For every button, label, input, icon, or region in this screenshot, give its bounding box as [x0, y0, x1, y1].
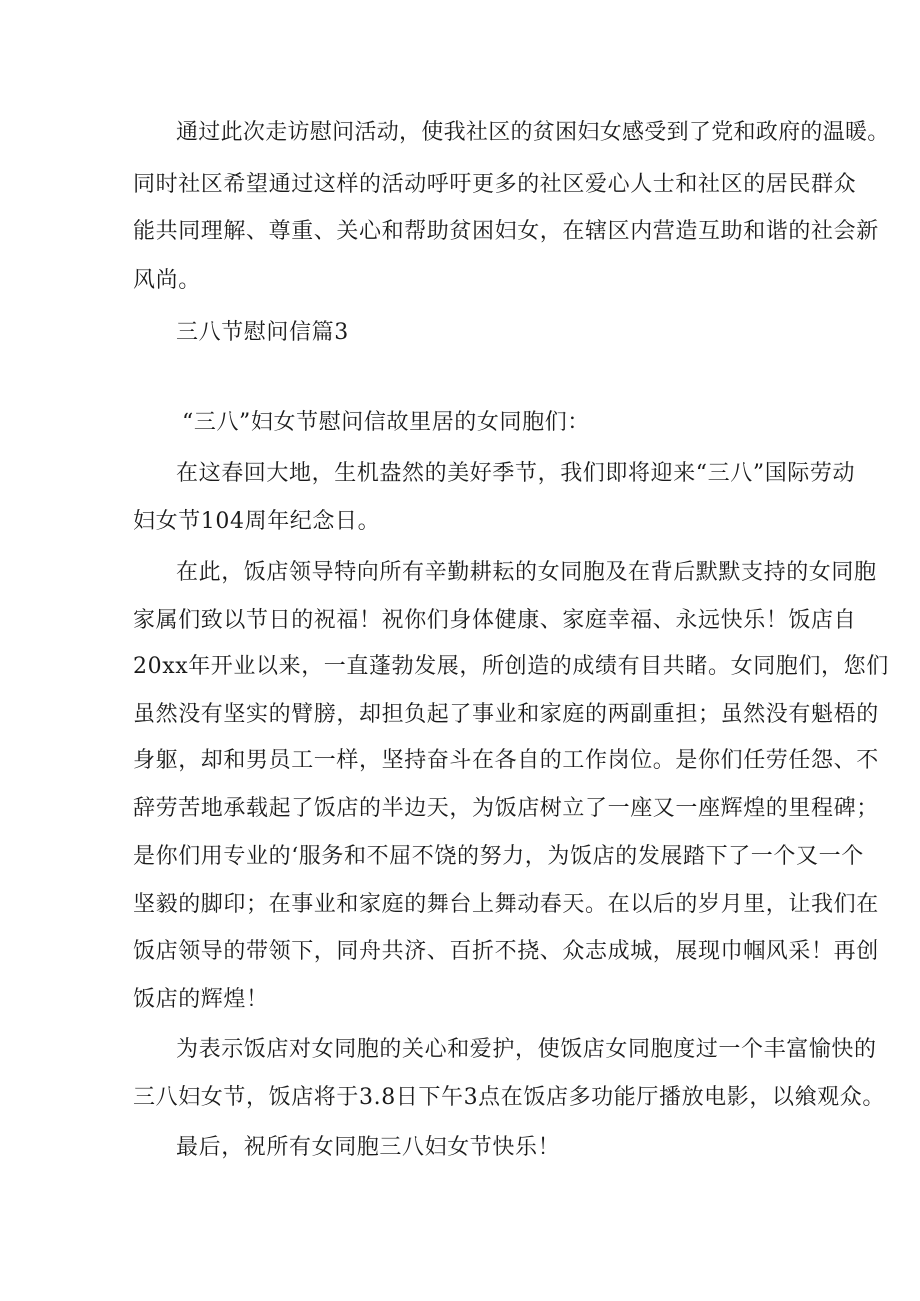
para2-line-5: 身躯，却和男员工一样，坚持奋斗在各自的工作岗位。是你们任劳任怨、不: [133, 748, 879, 773]
section-title: 三八节慰问信篇3: [176, 320, 349, 345]
para3-line-1: 为表示饭店对女同胞的关心和爱护，使饭店女同胞度过一个丰富愉快的: [176, 1037, 877, 1062]
para2-line-10: 饭店的辉煌！: [133, 987, 269, 1012]
para2-line-1: 在此，饭店领导特向所有辛勤耕耘的女同胞及在背后默默支持的女同胞: [176, 560, 877, 585]
para2-line-4: 虽然没有坚实的臂膀，却担负起了事业和家庭的两副重担；虽然没有魁梧的: [133, 702, 879, 727]
intro-line-4: 风尚。: [133, 268, 201, 293]
para1-line-1: 在这春回大地，生机盎然的美好季节，我们即将迎来“三八”国际劳动: [176, 461, 856, 486]
closing-line: 最后，祝所有女同胞三八妇女节快乐！: [176, 1135, 561, 1160]
intro-line-1: 通过此次走访慰问活动，使我社区的贫困妇女感受到了党和政府的温暖。: [176, 120, 890, 145]
para2-line-3: 20xx年开业以来，一直蓬勃发展，所创造的成绩有目共睹。女同胞们，您们: [133, 654, 889, 679]
intro-line-3: 能共同理解、尊重、关心和帮助贫困妇女，在辖区内营造互助和谐的社会新: [133, 219, 879, 244]
para2-line-2: 家属们致以节日的祝福！祝你们身体健康、家庭幸福、永远快乐！饭店自: [133, 608, 857, 633]
para1-line-2: 妇女节104周年纪念日。: [133, 509, 381, 534]
para2-line-7: 是你们用专业的‘服务和不屈不饶的努力，为饭店的发展踏下了一个又一个: [133, 844, 864, 869]
intro-line-2: 同时社区希望通过这样的活动呼吁更多的社区爱心人士和社区的居民群众: [133, 172, 857, 197]
para2-line-6: 辞劳苦地承载起了饭店的半边天，为饭店树立了一座又一座辉煌的里程碑；: [133, 796, 879, 821]
para2-line-9: 饭店领导的带领下，同舟共济、百折不挠、众志成城，展现巾帼风采！再创: [133, 939, 879, 964]
salutation: “三八”妇女节慰问信故里居的女同胞们：: [182, 410, 590, 435]
para3-line-2: 三八妇女节，饭店将于3.8日下午3点在饭店多功能厅播放电影，以飨观众。: [133, 1085, 885, 1110]
para2-line-8: 坚毅的脚印；在事业和家庭的舞台上舞动春天。在以后的岁月里，让我们在: [133, 892, 879, 917]
